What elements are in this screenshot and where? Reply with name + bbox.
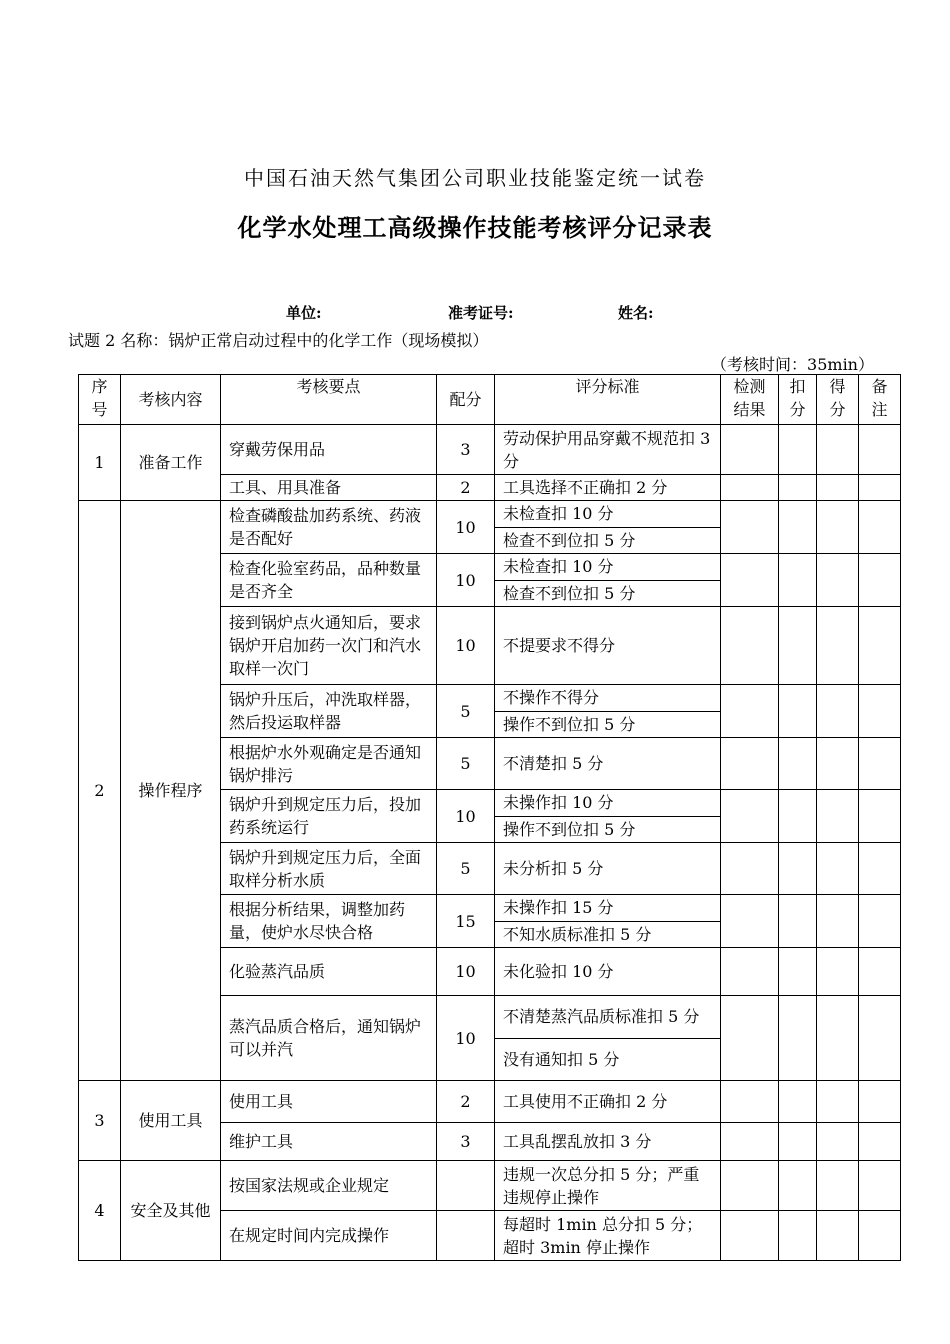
item-score: 3	[437, 425, 495, 475]
note-cell	[859, 554, 901, 607]
deduct-cell	[779, 948, 817, 996]
deduct-cell	[779, 475, 817, 501]
criteria-cell	[495, 790, 721, 843]
note-cell	[859, 1161, 901, 1211]
criteria-cell: 劳动保护用品穿戴不规范扣 3 分	[495, 425, 721, 475]
criteria-line: 未操作扣 10 分	[503, 793, 614, 813]
note-cell	[859, 1081, 901, 1123]
criteria-cell: 未化验扣 10 分	[495, 948, 721, 996]
gain-cell	[817, 554, 859, 607]
criteria-line: 不操作不得分	[503, 688, 600, 708]
criteria-cell: 工具选择不正确扣 2 分	[495, 475, 721, 501]
criteria-list	[495, 790, 720, 842]
item-score: 2	[437, 1081, 495, 1123]
header-gain: 得分	[817, 375, 859, 425]
criteria-line: 不清楚蒸汽品质标准扣 5 分	[503, 1007, 700, 1027]
deduct-cell	[779, 1211, 817, 1261]
item-score: 10	[437, 554, 495, 607]
gain-cell	[817, 1211, 859, 1261]
result-cell	[721, 1081, 779, 1123]
note-cell	[859, 738, 901, 790]
key-point: 锅炉升到规定压力后，全面取样分析水质	[221, 843, 437, 895]
key-point: 穿戴劳保用品	[221, 425, 437, 475]
result-cell	[721, 475, 779, 501]
result-cell	[721, 554, 779, 607]
header-criteria: 评分标准	[495, 375, 721, 425]
note-cell	[859, 1123, 901, 1161]
deduct-cell	[779, 843, 817, 895]
item-score	[437, 1161, 495, 1211]
section-seq: 1	[79, 425, 121, 501]
item-score: 10	[437, 501, 495, 554]
deduct-cell	[779, 1081, 817, 1123]
result-cell	[721, 1123, 779, 1161]
note-cell	[859, 501, 901, 554]
key-point: 接到锅炉点火通知后，要求锅炉开启加药一次门和汽水取样一次门	[221, 607, 437, 685]
note-cell	[859, 475, 901, 501]
result-cell	[721, 425, 779, 475]
gain-cell	[817, 501, 859, 554]
result-cell	[721, 1161, 779, 1211]
deduct-cell	[779, 996, 817, 1081]
gain-cell	[817, 685, 859, 738]
key-point: 工具、用具准备	[221, 475, 437, 501]
key-point: 根据炉水外观确定是否通知锅炉排污	[221, 738, 437, 790]
criteria-cell	[495, 996, 721, 1081]
table-body	[79, 425, 901, 1261]
criteria-list	[495, 501, 720, 553]
gain-cell	[817, 948, 859, 996]
time-limit: （考核时间：35min）	[711, 355, 874, 374]
gain-cell	[817, 1161, 859, 1211]
section-content: 安全及其他	[121, 1161, 221, 1261]
criteria-line: 未检查扣 10 分	[503, 557, 614, 577]
criteria-cell: 每超时 1min 总分扣 5 分；超时 3min 停止操作	[495, 1211, 721, 1261]
note-cell	[859, 895, 901, 948]
result-cell	[721, 685, 779, 738]
key-point: 蒸汽品质合格后，通知锅炉可以并汽	[221, 996, 437, 1081]
item-score: 10	[437, 948, 495, 996]
criteria-cell: 不提要求不得分	[495, 607, 721, 685]
note-cell	[859, 843, 901, 895]
header-result: 检测结果	[721, 375, 779, 425]
result-cell	[721, 895, 779, 948]
note-cell	[859, 996, 901, 1081]
criteria-line: 没有通知扣 5 分	[495, 1038, 720, 1080]
unit-label: 单位:	[286, 304, 322, 322]
key-point: 维护工具	[221, 1123, 437, 1161]
name-label: 姓名:	[618, 304, 654, 322]
criteria-cell	[495, 895, 721, 948]
table-row	[79, 425, 901, 475]
result-cell	[721, 1211, 779, 1261]
item-score: 10	[437, 996, 495, 1081]
key-point: 按国家法规或企业规定	[221, 1161, 437, 1211]
deduct-cell	[779, 1123, 817, 1161]
table-row	[79, 1161, 901, 1211]
note-cell	[859, 790, 901, 843]
result-cell	[721, 790, 779, 843]
criteria-cell: 工具使用不正确扣 2 分	[495, 1081, 721, 1123]
section-content: 使用工具	[121, 1081, 221, 1161]
header-content: 考核内容	[121, 375, 221, 425]
criteria-cell: 违规一次总分扣 5 分；严重违规停止操作	[495, 1161, 721, 1211]
deduct-cell	[779, 425, 817, 475]
item-score: 10	[437, 607, 495, 685]
result-cell	[721, 607, 779, 685]
deduct-cell	[779, 554, 817, 607]
result-cell	[721, 996, 779, 1081]
result-cell	[721, 738, 779, 790]
deduct-cell	[779, 790, 817, 843]
page-title: 化学水处理工高级操作技能考核评分记录表	[237, 214, 713, 242]
criteria-line: 未操作扣 15 分	[503, 898, 614, 918]
gain-cell	[817, 1081, 859, 1123]
criteria-cell: 不清楚扣 5 分	[495, 738, 721, 790]
criteria-cell	[495, 554, 721, 607]
criteria-cell	[495, 501, 721, 554]
result-cell	[721, 843, 779, 895]
key-point: 锅炉升压后，冲洗取样器，然后投运取样器	[221, 685, 437, 738]
item-score	[437, 1211, 495, 1261]
key-point: 在规定时间内完成操作	[221, 1211, 437, 1261]
deduct-cell	[779, 685, 817, 738]
gain-cell	[817, 790, 859, 843]
gain-cell	[817, 843, 859, 895]
item-score: 15	[437, 895, 495, 948]
key-point: 检查化验室药品，品种数量是否齐全	[221, 554, 437, 607]
key-point: 根据分析结果，调整加药量，使炉水尽快合格	[221, 895, 437, 948]
result-cell	[721, 501, 779, 554]
key-point: 锅炉升到规定压力后，投加药系统运行	[221, 790, 437, 843]
scoring-table	[78, 374, 901, 1261]
section-content: 操作程序	[121, 501, 221, 1081]
section-seq: 4	[79, 1161, 121, 1261]
gain-cell	[817, 996, 859, 1081]
criteria-cell: 未分析扣 5 分	[495, 843, 721, 895]
deduct-cell	[779, 501, 817, 554]
item-score: 3	[437, 1123, 495, 1161]
item-score: 5	[437, 843, 495, 895]
section-content: 准备工作	[121, 425, 221, 501]
deduct-cell	[779, 607, 817, 685]
gain-cell	[817, 425, 859, 475]
criteria-line: 检查不到位扣 5 分	[495, 580, 720, 606]
criteria-line: 检查不到位扣 5 分	[495, 527, 720, 553]
gain-cell	[817, 895, 859, 948]
criteria-list	[495, 996, 720, 1080]
gain-cell	[817, 1123, 859, 1161]
criteria-list	[495, 554, 720, 606]
gain-cell	[817, 475, 859, 501]
exam-header: 中国石油天然气集团公司职业技能鉴定统一试卷	[244, 166, 706, 190]
key-point: 检查磷酸盐加药系统、药液是否配好	[221, 501, 437, 554]
header-score: 配分	[437, 375, 495, 425]
table-row	[79, 1081, 901, 1123]
note-cell	[859, 425, 901, 475]
criteria-line: 不知水质标准扣 5 分	[495, 921, 720, 947]
table-row	[79, 501, 901, 554]
criteria-line: 未检查扣 10 分	[503, 504, 614, 524]
criteria-line: 操作不到位扣 5 分	[495, 816, 720, 842]
item-score: 5	[437, 738, 495, 790]
key-point: 使用工具	[221, 1081, 437, 1123]
question-title: 试题 2 名称：锅炉正常启动过程中的化学工作（现场模拟）	[68, 331, 489, 350]
note-cell	[859, 948, 901, 996]
deduct-cell	[779, 895, 817, 948]
header-deduct: 扣分	[779, 375, 817, 425]
header-note: 备注	[859, 375, 901, 425]
note-cell	[859, 685, 901, 738]
note-cell	[859, 1211, 901, 1261]
criteria-cell: 工具乱摆乱放扣 3 分	[495, 1123, 721, 1161]
note-cell	[859, 607, 901, 685]
section-seq: 2	[79, 501, 121, 1081]
header-points: 考核要点	[221, 375, 437, 425]
gain-cell	[817, 607, 859, 685]
criteria-list	[495, 685, 720, 737]
gain-cell	[817, 738, 859, 790]
item-score: 2	[437, 475, 495, 501]
criteria-line: 操作不到位扣 5 分	[495, 711, 720, 737]
result-cell	[721, 948, 779, 996]
section-seq: 3	[79, 1081, 121, 1161]
header-seq: 序号	[79, 375, 121, 425]
key-point: 化验蒸汽品质	[221, 948, 437, 996]
ticket-number-label: 准考证号:	[448, 304, 514, 322]
deduct-cell	[779, 738, 817, 790]
criteria-cell	[495, 685, 721, 738]
item-score: 10	[437, 790, 495, 843]
item-score: 5	[437, 685, 495, 738]
deduct-cell	[779, 1161, 817, 1211]
criteria-list	[495, 895, 720, 947]
